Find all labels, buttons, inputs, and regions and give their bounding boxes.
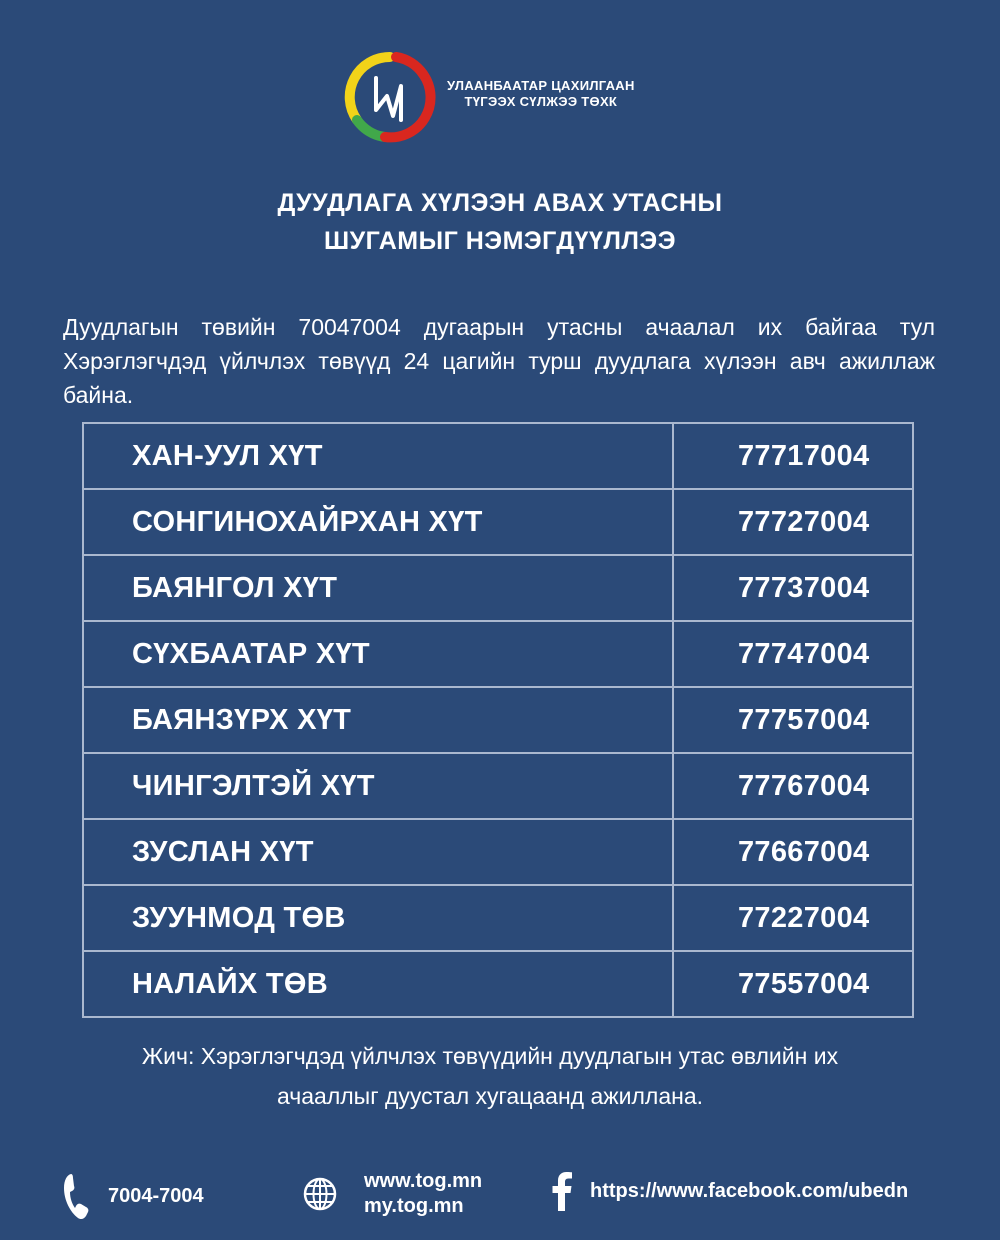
center-phone-number: 77717004 bbox=[673, 423, 913, 489]
page-title-line1: ДУУДЛАГА ХҮЛЭЭН АВАХ УТАСНЫ bbox=[277, 189, 723, 217]
center-phone-number: 77757004 bbox=[673, 687, 913, 753]
website-link-primary[interactable]: www.tog.mn bbox=[364, 1170, 483, 1192]
center-name: ЧИНГЭЛТЭЙ ХҮТ bbox=[83, 753, 673, 819]
center-phone-number: 77727004 bbox=[673, 489, 913, 555]
company-name bbox=[447, 78, 635, 110]
center-phone-number: 77557004 bbox=[673, 951, 913, 1017]
center-phone-number: 77737004 bbox=[673, 555, 913, 621]
center-name: БАЯНЗҮРХ ХҮТ bbox=[83, 687, 673, 753]
page-title bbox=[0, 184, 1000, 260]
footnote bbox=[0, 1036, 980, 1116]
center-name: ЗУСЛАН ХҮТ bbox=[83, 819, 673, 885]
page-title-line2: ШУГАМЫГ НЭМЭГДҮҮЛЛЭЭ bbox=[323, 227, 677, 255]
center-phone-number: 77667004 bbox=[673, 819, 913, 885]
center-name: НАЛАЙХ ТӨВ bbox=[83, 951, 673, 1017]
footnote-line2: ачааллыг дуустал хугацаанд ажиллана. bbox=[276, 1083, 704, 1109]
table-row bbox=[83, 423, 913, 489]
table-row bbox=[83, 753, 913, 819]
phone-number: 7004-7004 bbox=[108, 1184, 204, 1207]
footnote-line1: Жич: Хэрэглэгчдэд үйлчлэх төвүүдийн дуудлагын утас өвлийн их bbox=[141, 1043, 839, 1069]
table-row bbox=[83, 951, 913, 1017]
table-row bbox=[83, 555, 913, 621]
footer-website[interactable] bbox=[302, 1166, 482, 1222]
facebook-icon bbox=[550, 1169, 574, 1213]
center-phone-number: 77767004 bbox=[673, 753, 913, 819]
table-row bbox=[83, 621, 913, 687]
ubedn-logo-icon bbox=[343, 50, 437, 144]
contact-table bbox=[82, 422, 914, 1018]
table-row bbox=[83, 687, 913, 753]
table-row bbox=[83, 885, 913, 951]
intro-paragraph: Дуудлагын төвийн 70047004 дугаарын утасны ачаалал их байгаа тул Хэрэглэгчдэд үйлчлэх төвүүд 24 цагийн турш дуудлага хүлээн авч ажиллаж байна. bbox=[63, 314, 935, 408]
globe-icon bbox=[302, 1176, 338, 1212]
phone-icon bbox=[58, 1168, 98, 1224]
center-name: БАЯНГОЛ ХҮТ bbox=[83, 555, 673, 621]
footer-facebook[interactable] bbox=[550, 1166, 908, 1216]
center-name: СОНГИНОХАЙРХАН ХҮТ bbox=[83, 489, 673, 555]
company-logo bbox=[343, 50, 663, 146]
facebook-link[interactable]: https://www.facebook.com/ubedn bbox=[590, 1179, 909, 1202]
center-name: ХАН-УУЛ ХҮТ bbox=[83, 423, 673, 489]
website-link-secondary[interactable]: my.tog.mn bbox=[364, 1195, 464, 1217]
center-phone-number: 77227004 bbox=[673, 885, 913, 951]
company-name-line2: ТҮГЭЭХ СҮЛЖЭЭ ТӨХК bbox=[464, 94, 618, 109]
table-row bbox=[83, 819, 913, 885]
table-row bbox=[83, 489, 913, 555]
footer-phone[interactable] bbox=[58, 1168, 204, 1224]
company-name-line1: УЛААНБААТАР ЦАХИЛГААН bbox=[447, 78, 635, 93]
center-name: СҮХБААТАР ХҮТ bbox=[83, 621, 673, 687]
center-name: ЗУУНМОД ТӨВ bbox=[83, 885, 673, 951]
center-phone-number: 77747004 bbox=[673, 621, 913, 687]
